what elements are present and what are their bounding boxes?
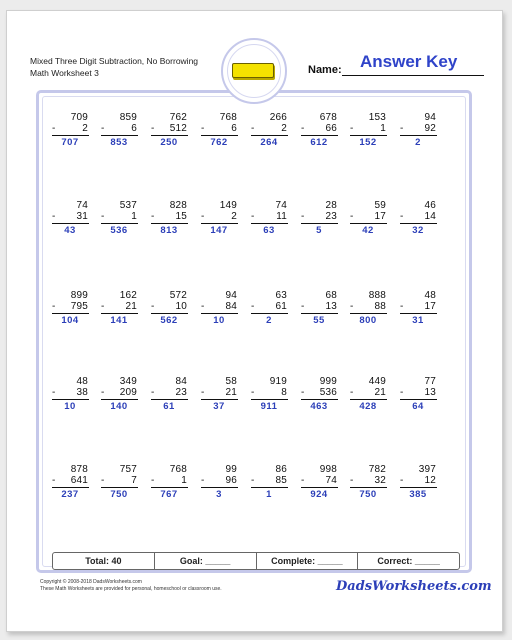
minuend: 888 (368, 290, 386, 301)
problem (398, 200, 438, 242)
problem (50, 464, 90, 506)
answer: 42 (362, 225, 374, 236)
answer: 385 (409, 489, 427, 500)
answer-rule (301, 313, 338, 314)
minus-sign: - (101, 211, 105, 222)
problem (348, 290, 388, 332)
answer-rule (251, 135, 288, 136)
answer: 31 (412, 315, 424, 326)
problem (50, 112, 90, 154)
answer-rule (151, 487, 188, 488)
subtrahend: 2 (281, 123, 287, 134)
answer-rule (400, 487, 437, 488)
minus-sign: - (201, 475, 205, 486)
totals-bar (52, 552, 460, 570)
answer-rule (400, 313, 437, 314)
subtrahend: 74 (325, 475, 337, 486)
answer-rule (400, 135, 437, 136)
problem (299, 464, 339, 506)
minuend: 878 (70, 464, 88, 475)
answer: 2 (415, 137, 421, 148)
answer-rule (52, 399, 89, 400)
problem (99, 464, 139, 506)
minus-sign: - (251, 123, 255, 134)
minuend: 762 (169, 112, 187, 123)
subtrahend: 2 (82, 123, 88, 134)
answer-rule (52, 313, 89, 314)
correct-cell: Correct: _____ (377, 556, 440, 566)
answer: 800 (359, 315, 377, 326)
subtrahend: 6 (131, 123, 137, 134)
problem (249, 112, 289, 154)
name-label: Name: (308, 64, 342, 76)
minus-sign: - (251, 387, 255, 398)
subtrahend: 2 (231, 211, 237, 222)
minus-sign: - (301, 475, 305, 486)
minuend: 94 (424, 112, 436, 123)
problem (149, 464, 189, 506)
problem (50, 200, 90, 242)
minus-sign: - (301, 211, 305, 222)
answer: 61 (163, 401, 175, 412)
minuend: 757 (119, 464, 137, 475)
minus-sign: - (52, 301, 56, 312)
problem (149, 112, 189, 154)
subtrahend: 13 (325, 301, 337, 312)
minuend: 84 (175, 376, 187, 387)
minuend: 397 (418, 464, 436, 475)
minus-sign: - (350, 123, 354, 134)
answer: 264 (260, 137, 278, 148)
answer: 3 (216, 489, 222, 500)
answer: 562 (160, 315, 178, 326)
minus-sign: - (301, 301, 305, 312)
subtrahend: 6 (231, 123, 237, 134)
minus-sign: - (350, 211, 354, 222)
answer-rule (350, 487, 387, 488)
subtrahend: 96 (225, 475, 237, 486)
subtrahend: 7 (131, 475, 137, 486)
subtrahend: 17 (424, 301, 436, 312)
minuend: 709 (70, 112, 88, 123)
minuend: 74 (275, 200, 287, 211)
answer: 55 (313, 315, 325, 326)
answer-rule (151, 135, 188, 136)
subtrahend: 11 (276, 211, 287, 222)
answer: 37 (213, 401, 225, 412)
minuend: 919 (269, 376, 287, 387)
minus-sign: - (251, 301, 255, 312)
problem (398, 112, 438, 154)
answer: 250 (160, 137, 178, 148)
minuend: 99 (225, 464, 237, 475)
minus-sign: - (151, 211, 155, 222)
answer: 536 (110, 225, 128, 236)
minuend: 537 (119, 200, 137, 211)
answer: 104 (61, 315, 79, 326)
problem (249, 464, 289, 506)
answer-rule (101, 487, 138, 488)
answer: 10 (64, 401, 76, 412)
subtrahend: 1 (380, 123, 386, 134)
answer: 813 (160, 225, 178, 236)
answer-rule (52, 135, 89, 136)
minus-sign: - (201, 211, 205, 222)
minuend: 449 (368, 376, 386, 387)
answer-rule (350, 313, 387, 314)
minuend: 74 (76, 200, 88, 211)
subtrahend: 85 (275, 475, 287, 486)
minuend: 86 (275, 464, 287, 475)
minus-sign: - (350, 475, 354, 486)
answer-rule (400, 399, 437, 400)
title-line-1: Mixed Three Digit Subtraction, No Borrowing (30, 56, 199, 66)
answer: 707 (61, 137, 79, 148)
minuend: 28 (325, 200, 337, 211)
subtrahend: 641 (70, 475, 88, 486)
minus-sign: - (101, 301, 105, 312)
answer: 612 (310, 137, 328, 148)
answer: 10 (213, 315, 225, 326)
footer-copyright (40, 579, 222, 593)
problem (99, 290, 139, 332)
minus-sign: - (201, 123, 205, 134)
total-cell: Total: 40 (53, 553, 155, 569)
problem (199, 112, 239, 154)
subtrahend: 32 (374, 475, 386, 486)
subtrahend: 92 (424, 123, 436, 134)
subtrahend: 15 (175, 211, 187, 222)
answer-rule (301, 487, 338, 488)
answer: 64 (412, 401, 424, 412)
answer: 237 (61, 489, 79, 500)
problem (99, 112, 139, 154)
subtrahend: 8 (281, 387, 287, 398)
answer: 750 (359, 489, 377, 500)
minuend: 572 (169, 290, 187, 301)
minus-sign: - (301, 123, 305, 134)
problem (50, 290, 90, 332)
minus-sign: - (151, 301, 155, 312)
answer: 147 (210, 225, 228, 236)
minuend: 768 (219, 112, 237, 123)
subtrahend: 795 (70, 301, 88, 312)
answer-rule (201, 399, 238, 400)
minus-sign: - (151, 387, 155, 398)
answer-rule (151, 223, 188, 224)
minus-sign: - (400, 387, 404, 398)
minuend: 899 (70, 290, 88, 301)
problem (348, 112, 388, 154)
subtrahend: 31 (76, 211, 88, 222)
minus-sign: - (101, 387, 105, 398)
problem (249, 200, 289, 242)
answer: 152 (359, 137, 377, 148)
answer: 924 (310, 489, 328, 500)
emblem (221, 38, 287, 104)
answer-rule (101, 223, 138, 224)
complete-cell: Complete: _____ (257, 553, 359, 569)
problem (348, 376, 388, 418)
minus-sign: - (101, 475, 105, 486)
minuend: 58 (225, 376, 237, 387)
usage-note: These Math Worksheets are provided for personal, homeschool or classroom use. (40, 586, 222, 592)
answer-rule (52, 223, 89, 224)
problem (398, 290, 438, 332)
minuend: 77 (424, 376, 436, 387)
answer: 767 (160, 489, 178, 500)
minuend: 998 (319, 464, 337, 475)
subtrahend: 209 (119, 387, 137, 398)
subtrahend: 23 (325, 211, 337, 222)
minus-sign: - (400, 211, 404, 222)
answer-rule (201, 313, 238, 314)
subtrahend: 13 (424, 387, 436, 398)
subtrahend: 38 (76, 387, 88, 398)
problem (299, 290, 339, 332)
answer-rule (251, 223, 288, 224)
problem (398, 464, 438, 506)
problem (299, 200, 339, 242)
minuend: 162 (119, 290, 137, 301)
answer-rule (101, 399, 138, 400)
minuend: 768 (169, 464, 187, 475)
minuend: 678 (319, 112, 337, 123)
minuend: 94 (225, 290, 237, 301)
answer-rule (101, 135, 138, 136)
minus-sign: - (350, 387, 354, 398)
yellow-bar-emblem-icon (232, 63, 274, 78)
minuend: 782 (368, 464, 386, 475)
problem (199, 464, 239, 506)
minuend: 59 (374, 200, 386, 211)
subtrahend: 10 (175, 301, 187, 312)
subtrahend: 23 (175, 387, 187, 398)
problem (299, 376, 339, 418)
name-field (308, 52, 488, 76)
problem (149, 290, 189, 332)
answer-rule (201, 487, 238, 488)
minuend: 153 (368, 112, 386, 123)
answer-rule (400, 223, 437, 224)
answer-rule (101, 313, 138, 314)
name-line (342, 75, 484, 76)
answer-key-label: Answer Key (360, 52, 458, 71)
answer: 63 (263, 225, 275, 236)
minus-sign: - (151, 123, 155, 134)
minus-sign: - (52, 123, 56, 134)
answer: 762 (210, 137, 228, 148)
subtrahend: 1 (131, 211, 137, 222)
subtrahend: 66 (325, 123, 337, 134)
subtrahend: 1 (181, 475, 187, 486)
minus-sign: - (350, 301, 354, 312)
answer: 750 (110, 489, 128, 500)
problem (149, 376, 189, 418)
minus-sign: - (52, 211, 56, 222)
minuend: 63 (275, 290, 287, 301)
answer: 140 (110, 401, 128, 412)
answer-rule (251, 313, 288, 314)
problem (348, 200, 388, 242)
minuend: 999 (319, 376, 337, 387)
problem (50, 376, 90, 418)
minus-sign: - (400, 123, 404, 134)
minus-sign: - (400, 301, 404, 312)
subtrahend: 536 (319, 387, 337, 398)
worksheet-title (30, 56, 198, 79)
subtrahend: 17 (374, 211, 386, 222)
problem (199, 290, 239, 332)
answer-rule (301, 223, 338, 224)
problem (348, 464, 388, 506)
answer-rule (301, 135, 338, 136)
minuend: 48 (424, 290, 436, 301)
minus-sign: - (52, 387, 56, 398)
answer: 5 (316, 225, 322, 236)
minus-sign: - (251, 475, 255, 486)
problem (249, 376, 289, 418)
subtrahend: 84 (225, 301, 237, 312)
subtrahend: 21 (125, 301, 137, 312)
answer-rule (350, 399, 387, 400)
problem (249, 290, 289, 332)
minuend: 46 (424, 200, 436, 211)
answer-rule (350, 223, 387, 224)
problem (149, 200, 189, 242)
minus-sign: - (301, 387, 305, 398)
minuend: 859 (119, 112, 137, 123)
minus-sign: - (201, 301, 205, 312)
problem (299, 112, 339, 154)
subtrahend: 12 (424, 475, 436, 486)
problem (199, 200, 239, 242)
answer: 463 (310, 401, 328, 412)
answer: 853 (110, 137, 128, 148)
minuend: 266 (269, 112, 287, 123)
minuend: 828 (169, 200, 187, 211)
answer-rule (201, 223, 238, 224)
answer-rule (251, 399, 288, 400)
problem (199, 376, 239, 418)
copyright-text: Copyright © 2008-2018 DadsWorksheets.com (40, 579, 142, 585)
title-line-2: Math Worksheet 3 (30, 67, 99, 78)
answer-rule (201, 135, 238, 136)
answer-rule (52, 487, 89, 488)
minuend: 149 (219, 200, 237, 211)
subtrahend: 61 (275, 301, 287, 312)
problem (99, 200, 139, 242)
minus-sign: - (201, 387, 205, 398)
minuend: 48 (76, 376, 88, 387)
goal-cell: Goal: _____ (155, 553, 257, 569)
problem (99, 376, 139, 418)
problem (398, 376, 438, 418)
answer-rule (151, 399, 188, 400)
subtrahend: 21 (374, 387, 386, 398)
answer: 2 (266, 315, 272, 326)
subtrahend: 14 (424, 211, 436, 222)
answer-rule (301, 399, 338, 400)
brand-logo: DadsWorksheets.com (336, 579, 492, 594)
answer-rule (350, 135, 387, 136)
answer-rule (251, 487, 288, 488)
answer-rule (151, 313, 188, 314)
subtrahend: 88 (374, 301, 386, 312)
minus-sign: - (251, 211, 255, 222)
answer: 141 (110, 315, 128, 326)
minus-sign: - (400, 475, 404, 486)
minuend: 68 (325, 290, 337, 301)
minuend: 349 (119, 376, 137, 387)
answer: 43 (64, 225, 76, 236)
minus-sign: - (101, 123, 105, 134)
answer: 911 (260, 401, 278, 412)
minus-sign: - (52, 475, 56, 486)
answer: 1 (266, 489, 272, 500)
minus-sign: - (151, 475, 155, 486)
subtrahend: 21 (225, 387, 237, 398)
answer: 428 (359, 401, 377, 412)
subtrahend: 512 (169, 123, 187, 134)
answer: 32 (412, 225, 424, 236)
